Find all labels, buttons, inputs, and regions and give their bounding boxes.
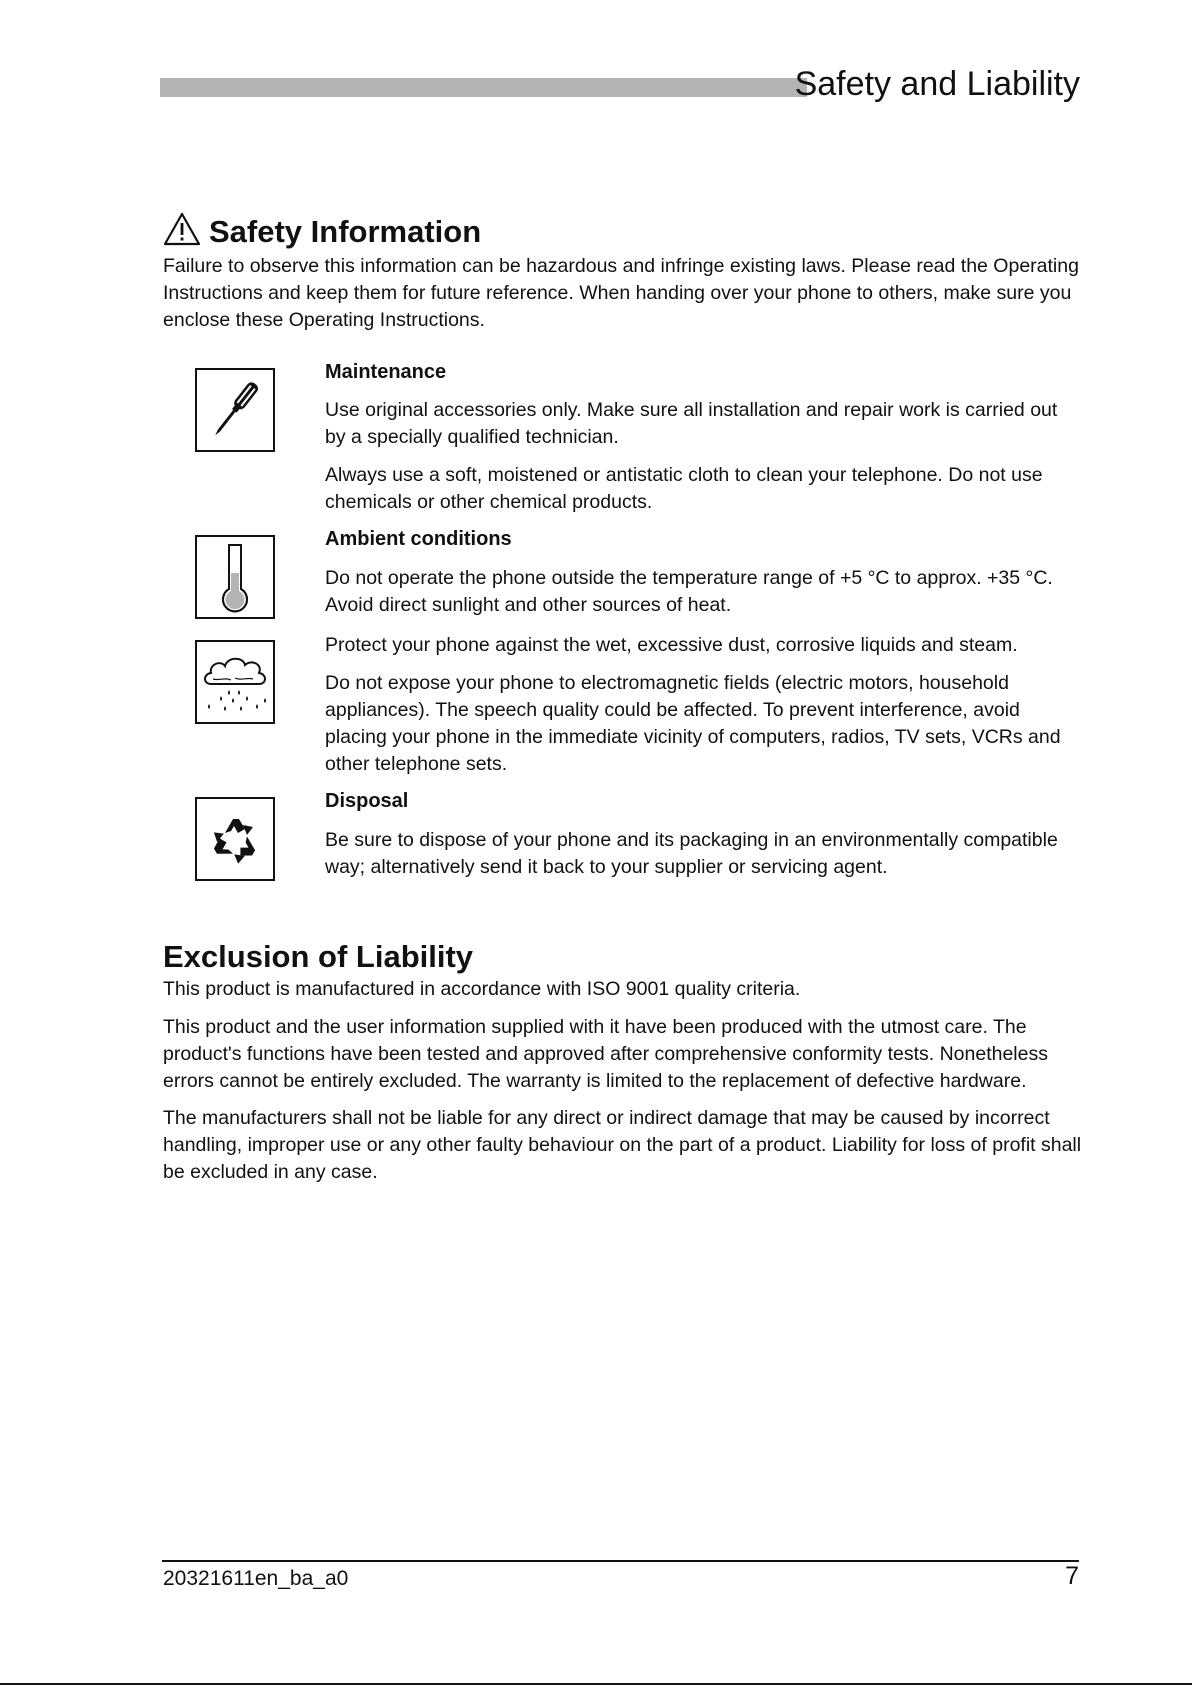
liability-text-2: This product and the user information supplied with it have been produced with the utmost care. The product's functions have been tested and approved after comprehensive conformity tests. Nonetheless errors cannot be entirely excluded. The warranty is limited to the replacement of defective hardware. [163, 1016, 1048, 1092]
safety-heading-text: Safety Information [209, 214, 482, 249]
liability-text-3: The manufacturers shall not be liable for any direct or indirect damage that may be caused by incorrect handling, improper use or any other faulty behaviour on the part of a product. Liability for loss of profit shall be excluded in any case. [163, 1107, 1082, 1183]
ambient-icon-box [195, 535, 275, 619]
thermometer-icon [215, 541, 255, 613]
warning-triangle-icon [163, 212, 201, 246]
maintenance-icon-box [195, 368, 275, 452]
ambient-title: Ambient conditions [325, 528, 512, 550]
weather-icon-box [195, 640, 275, 724]
safety-heading [163, 212, 481, 252]
footer-doc-code: 20321611en_ba_a0 [163, 1567, 349, 1590]
maintenance-text-2: Always use a soft, moistened or antistatic cloth to clean your telephone. Do not use chemicals or other chemical products. [325, 464, 1043, 513]
liability-heading: Exclusion of Liability [163, 939, 474, 974]
weather-text-1: Protect your phone against the wet, excessive dust, corrosive liquids and steam. [325, 634, 1018, 656]
disposal-title: Disposal [325, 790, 409, 812]
rain-cloud-icon [199, 646, 271, 718]
weather-text-2: Do not expose your phone to electromagnetic fields (electric motors, household appliances). The speech quality could be affected. To prevent interference, avoid placing your phone in the immediate vicinity of computers, radios, TV sets, VCRs and other telephone sets. [325, 672, 1061, 775]
footer-page-number: 7 [1065, 1562, 1079, 1590]
header-bar [160, 78, 807, 97]
liability-text-1: This product is manufactured in accordance with ISO 9001 quality criteria. [163, 978, 801, 1000]
recycle-icon [203, 807, 267, 871]
footer-rule [162, 1560, 1079, 1562]
maintenance-text-1: Use original accessories only. Make sure all installation and repair work is carried out by a specially qualified technician. [325, 399, 1058, 448]
disposal-icon-box [195, 797, 275, 881]
screwdriver-icon [203, 375, 267, 445]
page-header-title: Safety and Liability [794, 65, 1080, 103]
ambient-text-1: Do not operate the phone outside the temperature range of +5 °C to approx. +35 °C. Avoid direct sunlight and other sources of heat. [325, 567, 1053, 616]
safety-intro: Failure to observe this information can be hazardous and infringe existing laws. Please read the Operating Instructions and keep them for future reference. When handing over your phone to others, make sure you enclose these Operating Instructions. [163, 255, 1079, 331]
disposal-text-1: Be sure to dispose of your phone and its packaging in an environmentally compatible way; alternatively send it back to your supplier or servicing agent. [325, 829, 1058, 878]
maintenance-title: Maintenance [325, 361, 447, 383]
